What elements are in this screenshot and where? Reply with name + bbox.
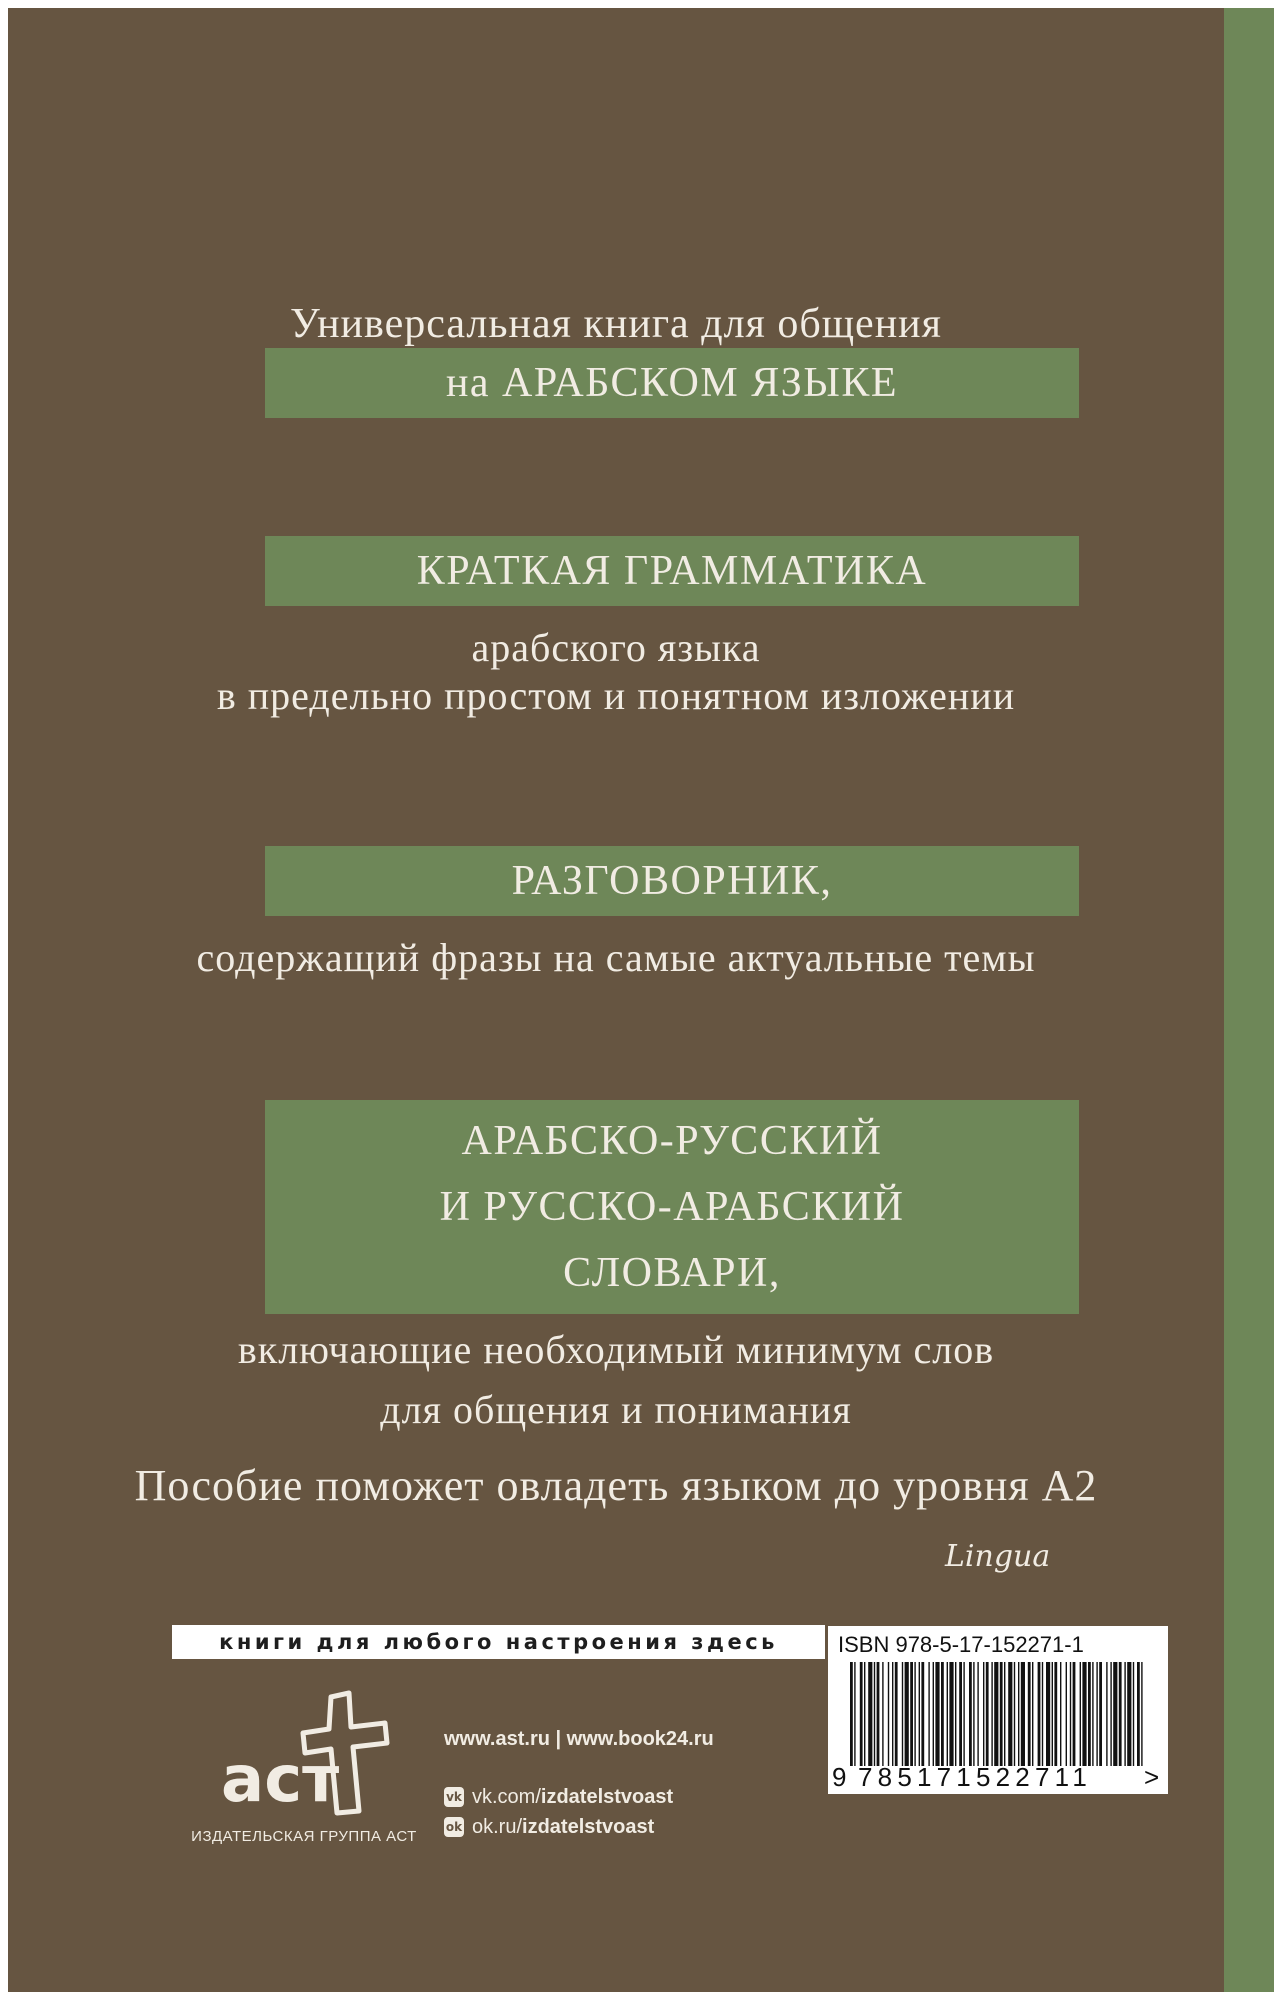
isbn-label: ISBN 978-5-17-152271-1 <box>838 1632 1084 1657</box>
barcode-bar <box>1096 1662 1097 1766</box>
barcode-bar <box>1052 1662 1053 1766</box>
barcode-bar <box>991 1662 992 1766</box>
intro-band <box>265 348 1079 418</box>
publisher-caption: ИЗДАТЕЛЬСКАЯ ГРУППА АСТ <box>191 1828 417 1845</box>
barcode-bar <box>1046 1662 1050 1766</box>
barcode-bar <box>850 1662 853 1766</box>
dictionaries-line-2: для общения и понимания <box>380 1387 852 1432</box>
barcode-bar <box>1032 1662 1033 1766</box>
barcode-bar <box>1137 1662 1140 1766</box>
barcode-bar <box>1110 1662 1111 1766</box>
barcode-bar <box>977 1662 978 1766</box>
book-back-cover <box>8 8 1274 1992</box>
barcode-bar <box>1073 1662 1076 1766</box>
barcode-bar <box>854 1662 855 1766</box>
barcode-bar <box>928 1662 929 1766</box>
barcode-bar <box>983 1662 984 1766</box>
barcode-bar <box>963 1662 964 1766</box>
barcode-bar <box>1099 1662 1102 1766</box>
barcode-bar <box>949 1662 953 1766</box>
barcode-bar <box>1082 1662 1086 1766</box>
isbn-first-digit: 9 <box>832 1762 847 1792</box>
barcode-bar <box>919 1662 920 1766</box>
phrasebook-band-text: РАЗГОВОРНИК, <box>511 858 833 904</box>
ok-link[interactable] <box>444 1812 714 1842</box>
ok-prefix: ok.ru/ <box>472 1816 523 1838</box>
barcode-bar <box>1066 1662 1067 1766</box>
level-note: Пособие поможет овладеть языком до уровня А2 <box>134 1461 1098 1510</box>
barcode-bar <box>986 1662 989 1766</box>
publisher-slogan: книги для любого настроения здесь <box>172 1625 825 1659</box>
barcode-bar <box>959 1662 962 1766</box>
dictionaries-band-line-2: И РУССКО-АРАБСКИЙ <box>439 1184 905 1230</box>
vk-icon: vk <box>444 1787 464 1807</box>
barcode-bar <box>921 1662 924 1766</box>
phrasebook-band <box>265 846 1079 916</box>
barcode-bar <box>1106 1662 1107 1766</box>
barcode-bar <box>947 1662 948 1766</box>
barcode-bar <box>1000 1662 1003 1766</box>
barcode-bar <box>935 1662 939 1766</box>
barcode-bar <box>892 1662 893 1766</box>
barcode-bar <box>864 1662 865 1766</box>
intro-line: Универсальная книга для общения <box>290 301 942 347</box>
barcode-bar <box>1004 1662 1005 1766</box>
barcode-bar <box>888 1662 889 1766</box>
barcode-bar <box>1127 1662 1131 1766</box>
barcode-bar <box>973 1662 974 1766</box>
barcode-bar <box>910 1662 913 1766</box>
grammar-band <box>265 536 1079 606</box>
barcode-bar <box>1021 1662 1025 1766</box>
grammar-line-2: в предельно простом и понятном изложении <box>216 673 1016 718</box>
barcode-bar <box>882 1662 883 1766</box>
barcode-bar <box>874 1662 875 1766</box>
barcode-bar <box>1028 1662 1031 1766</box>
ok-handle: izdatelstvoast <box>522 1816 655 1838</box>
barcode-bar <box>1124 1662 1125 1766</box>
phrasebook-line-1: содержащий фразы на самые актуальные темы <box>196 935 1036 980</box>
barcode-bar <box>1060 1662 1061 1766</box>
barcode-bar <box>905 1662 909 1766</box>
site-links[interactable]: www.ast.ru | www.book24.ru <box>444 1728 714 1750</box>
barcode-bar <box>868 1662 872 1766</box>
grammar-line-1: арабского языка <box>471 625 761 670</box>
ok-icon: ok <box>444 1817 464 1837</box>
barcode-bar <box>941 1662 944 1766</box>
intro-band-text: на АРАБСКОМ ЯЗЫКЕ <box>445 360 899 406</box>
barcode-bar <box>1092 1662 1093 1766</box>
barcode-bar <box>1070 1662 1071 1766</box>
isbn-digits: 785171522711 <box>858 1762 1092 1792</box>
barcode-bar <box>895 1662 898 1766</box>
ast-publisher-logo <box>213 1683 403 1823</box>
barcode <box>850 1662 1144 1766</box>
barcode-bar <box>1018 1662 1019 1766</box>
isbn-barcode-box <box>828 1626 1168 1794</box>
barcode-bar <box>1014 1662 1015 1766</box>
publisher-links <box>444 1724 714 1842</box>
vk-link[interactable] <box>444 1782 714 1812</box>
lingua-series-logo <box>943 1528 1073 1584</box>
barcode-bar <box>1141 1662 1142 1766</box>
barcode-bar <box>877 1662 880 1766</box>
barcode-bar <box>955 1662 956 1766</box>
dictionaries-band-line-1: АРАБСКО-РУССКИЙ <box>461 1118 883 1164</box>
barcode-bar <box>1113 1662 1117 1766</box>
dictionaries-band-line-3: СЛОВАРИ, <box>563 1250 781 1296</box>
barcode-bar <box>969 1662 972 1766</box>
dictionaries-band <box>265 1100 1079 1314</box>
barcode-bar <box>1008 1662 1012 1766</box>
ast-logo-text: аст <box>221 1743 340 1817</box>
barcode-bar <box>1054 1662 1057 1766</box>
dictionaries-line-1: включающие необходимый минимум слов <box>237 1327 995 1372</box>
barcode-bar <box>902 1662 903 1766</box>
isbn-arrow: > <box>1144 1762 1160 1792</box>
grammar-band-text: КРАТКАЯ ГРАММАТИКА <box>416 548 928 594</box>
barcode-bar <box>1080 1662 1081 1766</box>
barcode-bar <box>1042 1662 1043 1766</box>
barcode-bar <box>914 1662 915 1766</box>
barcode-bar <box>1088 1662 1091 1766</box>
barcode-bar <box>1119 1662 1122 1766</box>
vk-handle: izdatelstvoast <box>540 1786 674 1808</box>
barcode-bar <box>1133 1662 1134 1766</box>
barcode-bar <box>994 1662 998 1766</box>
spine-stripe <box>1224 8 1274 1992</box>
vk-prefix: vk.com/ <box>472 1786 541 1808</box>
barcode-bar <box>933 1662 934 1766</box>
barcode-bar <box>860 1662 863 1766</box>
lingua-logo-text: Lingua <box>945 1539 1051 1574</box>
barcode-bar <box>1038 1662 1041 1766</box>
